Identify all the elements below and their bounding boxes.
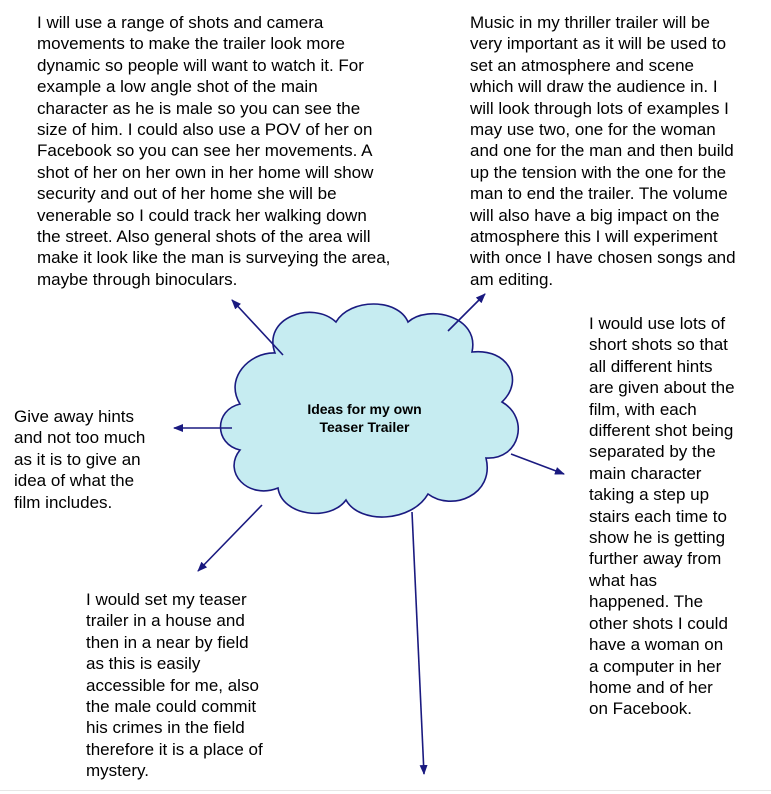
- note-line: trailer in a house and: [86, 611, 245, 631]
- note-line: character as he is male so you can see the: [37, 98, 361, 118]
- note-line: taking a step up: [589, 485, 710, 505]
- arrow-to-shots-note: [232, 300, 283, 355]
- note-line: film includes.: [14, 492, 113, 512]
- note-line: which will draw the audience in. I: [470, 77, 718, 97]
- arrow-to-setting-note: [198, 505, 262, 571]
- note-line: idea of what the: [14, 471, 135, 491]
- note-line: am editing.: [470, 269, 554, 289]
- note-line: stairs each time to: [589, 506, 727, 526]
- note-line: will also have a big impact on the: [470, 205, 720, 225]
- note-line: up the tension with the one for the: [470, 162, 727, 182]
- note-line: accessible for me, also: [86, 675, 259, 695]
- note-line: the male could commit: [86, 697, 257, 717]
- note-line: security and out of her home she will be: [37, 184, 337, 204]
- note-line: make it look like the man is surveying the area,: [37, 248, 391, 268]
- note-line: as this is easily: [86, 654, 201, 674]
- note-line: will look through lots of examples I: [470, 98, 729, 118]
- note-line: movements to make the trailer look more: [37, 34, 346, 54]
- note-line: I would set my teaser: [86, 590, 247, 609]
- note-line: I will use a range of shots and camera: [37, 13, 324, 32]
- note-line: atmosphere this I will experiment: [470, 227, 718, 247]
- note-line: different shot being: [589, 421, 734, 441]
- note-line: then in a near by field: [86, 632, 249, 652]
- note-line: are given about the: [589, 378, 735, 398]
- note-short-shots: [589, 313, 769, 720]
- note-line: short shots so that: [589, 335, 728, 355]
- note-line: on Facebook.: [589, 699, 693, 719]
- note-line: his crimes in the field: [86, 718, 245, 738]
- note-line: home and of her: [589, 677, 713, 697]
- note-line: further away from: [589, 549, 722, 569]
- note-line: Give away hints: [14, 407, 134, 426]
- note-line: happened. The: [589, 592, 704, 612]
- note-line: therefore it is a place of: [86, 739, 263, 759]
- note-line: set an atmosphere and scene: [470, 55, 694, 75]
- note-line: the street. Also general shots of the area will: [37, 227, 371, 247]
- note-hints: [14, 406, 174, 513]
- note-line: shot of her on her own in her home will show: [37, 162, 374, 182]
- note-line: main character: [589, 463, 702, 483]
- note-line: have a woman on: [589, 635, 724, 655]
- central-topic-label: [282, 400, 447, 436]
- note-line: man to end the trailer. The volume: [470, 184, 728, 204]
- note-line: Music in my thriller trailer will be: [470, 13, 710, 32]
- arrow-to-music-note: [448, 294, 485, 331]
- note-line: film, with each: [589, 399, 697, 419]
- central-topic-line-1: Ideas for my own: [307, 401, 422, 417]
- note-line: what has: [589, 570, 658, 590]
- note-line: size of him. I could also use a POV of her on: [37, 120, 373, 140]
- note-line: venerable so I could track her walking down: [37, 205, 367, 225]
- central-topic-line-2: Teaser Trailer: [319, 419, 410, 435]
- note-line: may use two, one for the woman: [470, 120, 716, 140]
- note-line: and not too much: [14, 428, 146, 448]
- note-line: all different hints: [589, 356, 713, 376]
- note-line: dynamic so people will want to watch it. For: [37, 55, 364, 75]
- note-line: separated by the: [589, 442, 716, 462]
- arrow-to-bottom: [412, 512, 424, 774]
- note-line: as it is to give an: [14, 449, 141, 469]
- note-line: example a low angle shot of the main: [37, 77, 318, 97]
- note-line: maybe through binoculars.: [37, 269, 238, 289]
- note-line: mystery.: [86, 761, 149, 781]
- note-line: with once I have chosen songs and: [470, 248, 736, 268]
- note-line: I would use lots of: [589, 314, 726, 333]
- note-line: Facebook so you can see her movements. A: [37, 141, 373, 161]
- note-setting: [86, 589, 306, 782]
- note-line: other shots I could: [589, 613, 728, 633]
- note-line: a computer in her: [589, 656, 722, 676]
- note-music: [470, 12, 770, 290]
- note-line: very important as it will be used to: [470, 34, 727, 54]
- note-line: and one for the man and then build: [470, 141, 734, 161]
- note-line: show he is getting: [589, 528, 726, 548]
- bottom-divider: [0, 790, 771, 791]
- arrow-to-short-shots-note: [511, 454, 564, 474]
- note-shots: [37, 12, 457, 290]
